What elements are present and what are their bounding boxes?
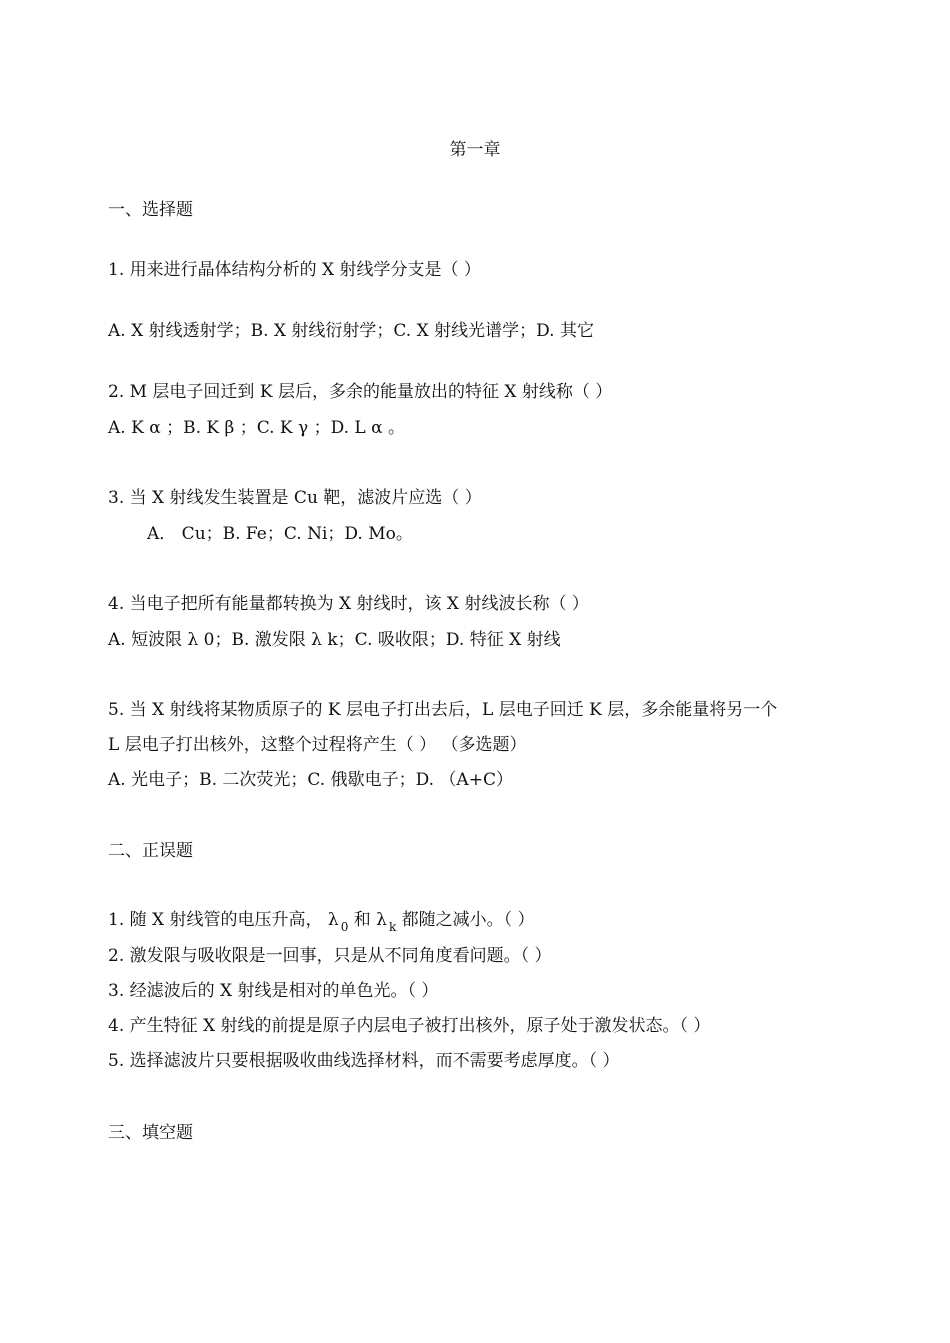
- truefalse-item-3: 3. 经滤波后的 X 射线是相对的单色光。（ ）: [108, 981, 439, 1001]
- truefalse-item-1-middle: 和 λ: [348, 910, 387, 930]
- question-1-options: A. X 射线透射学；B. X 射线衍射学；C. X 射线光谱学；D. 其它: [108, 321, 594, 341]
- section-heading-fill: 三、填空题: [108, 1123, 193, 1143]
- truefalse-item-1-before: 1. 随 X 射线管的电压升高， λ: [108, 910, 339, 930]
- question-3: 3. 当 X 射线发生装置是 Cu 靶，滤波片应选（ ）: [108, 488, 482, 508]
- question-2: 2. M 层电子回迁到 K 层后，多余的能量放出的特征 X 射线称（ ）: [108, 382, 613, 402]
- section-heading-choice: 一、选择题: [108, 200, 193, 220]
- truefalse-item-4: 4. 产生特征 X 射线的前提是原子内层电子被打出核外，原子处于激发状态。（ ）: [108, 1016, 711, 1036]
- question-4-options: A. 短波限 λ 0；B. 激发限 λ k；C. 吸收限；D. 特征 X 射线: [108, 630, 561, 650]
- truefalse-item-1-after: 都随之减小。（ ）: [396, 910, 535, 930]
- truefalse-item-5: 5. 选择滤波片只要根据吸收曲线选择材料，而不需要考虑厚度。（ ）: [108, 1051, 620, 1071]
- truefalse-item-2: 2. 激发限与吸收限是一回事，只是从不同角度看问题。（ ）: [108, 946, 552, 966]
- lambda-k-subscript: k: [388, 920, 397, 934]
- question-5-line-2: L 层电子打出核外，这整个过程将产生（ ） （多选题）: [108, 735, 527, 755]
- question-3-options: A． Cu；B. Fe；C. Ni；D. Mo。: [147, 524, 413, 544]
- question-4: 4. 当电子把所有能量都转换为 X 射线时，该 X 射线波长称（ ）: [108, 594, 589, 614]
- chapter-title: 第一章: [449, 140, 501, 160]
- section-heading-truefalse: 二、正误题: [108, 841, 193, 861]
- truefalse-item-1: [108, 909, 535, 932]
- lambda-0-subscript: 0: [340, 920, 349, 934]
- question-1: 1. 用来进行晶体结构分析的 X 射线学分支是（ ）: [108, 260, 481, 280]
- question-5-options: A. 光电子；B. 二次荧光；C. 俄歇电子；D. （A+C）: [108, 770, 513, 790]
- question-5-line-1: 5. 当 X 射线将某物质原子的 K 层电子打出去后，L 层电子回迁 K 层，多余能量将另一个: [108, 700, 778, 720]
- question-2-options: A. K α ；B. K β ；C. K γ ；D. L α 。: [108, 418, 405, 438]
